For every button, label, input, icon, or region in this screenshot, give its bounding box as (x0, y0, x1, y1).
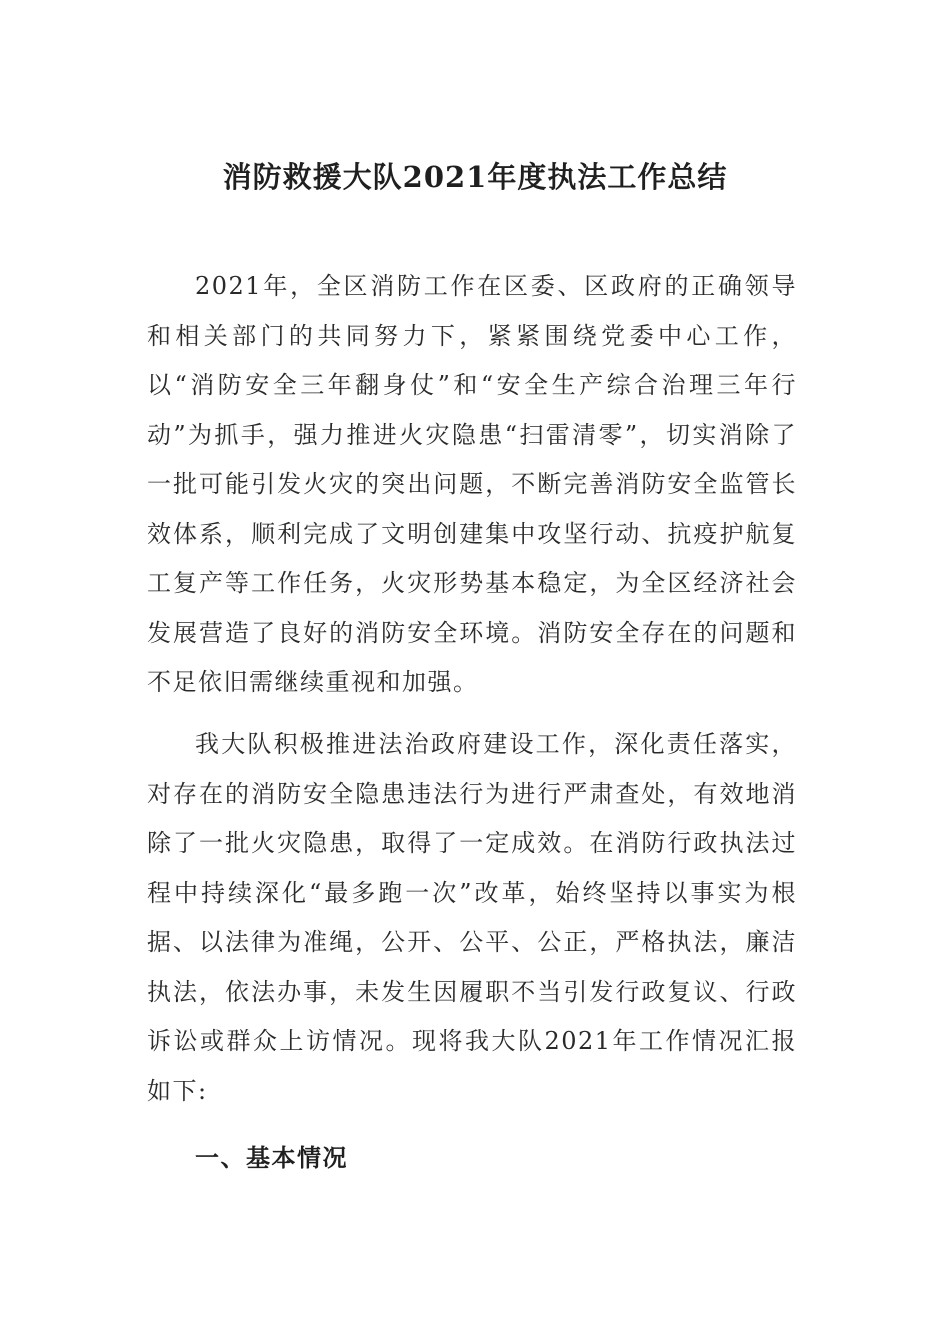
paragraph-overview: 我大队积极推进法治政府建设工作，深化责任落实，对存在的消防安全隐患违法行为进行严肃查处，有效地消除了一批火灾隐患，取得了一定成效。在消防行政执法过程中持续深化“最多跑一次”改革，始终坚持以事实为根据、以法律为准绳，公开、公平、公正，严格执法，廉洁执法，依法办事，未发生因履职不当引发行政复议、行政诉讼或群众上访情况。现将我大队2021年工作情况汇报如下: (147, 730, 797, 1105)
section-heading-basic-situation: 一、基本情况 (195, 1143, 348, 1172)
paragraph-intro: 2021年，全区消防工作在区委、区政府的正确领导和相关部门的共同努力下，紧紧围绕党委中心工作，以“消防安全三年翻身仗”和“安全生产综合治理三年行动”为抓手，强力推进火灾隐患“扫雷清零”，切实消除了一批可能引发火灾的突出问题，不断完善消防安全监管长效体系，顺利完成了文明创建集中攻坚行动、抗疫护航复工复产等工作任务，火灾形势基本稳定，为全区经济社会发展营造了良好的消防安全环境。消防安全存在的问题和不足依旧需继续重视和加强。 (147, 272, 797, 696)
document-title: 消防救援大队2021年度执法工作总结 (222, 160, 728, 194)
